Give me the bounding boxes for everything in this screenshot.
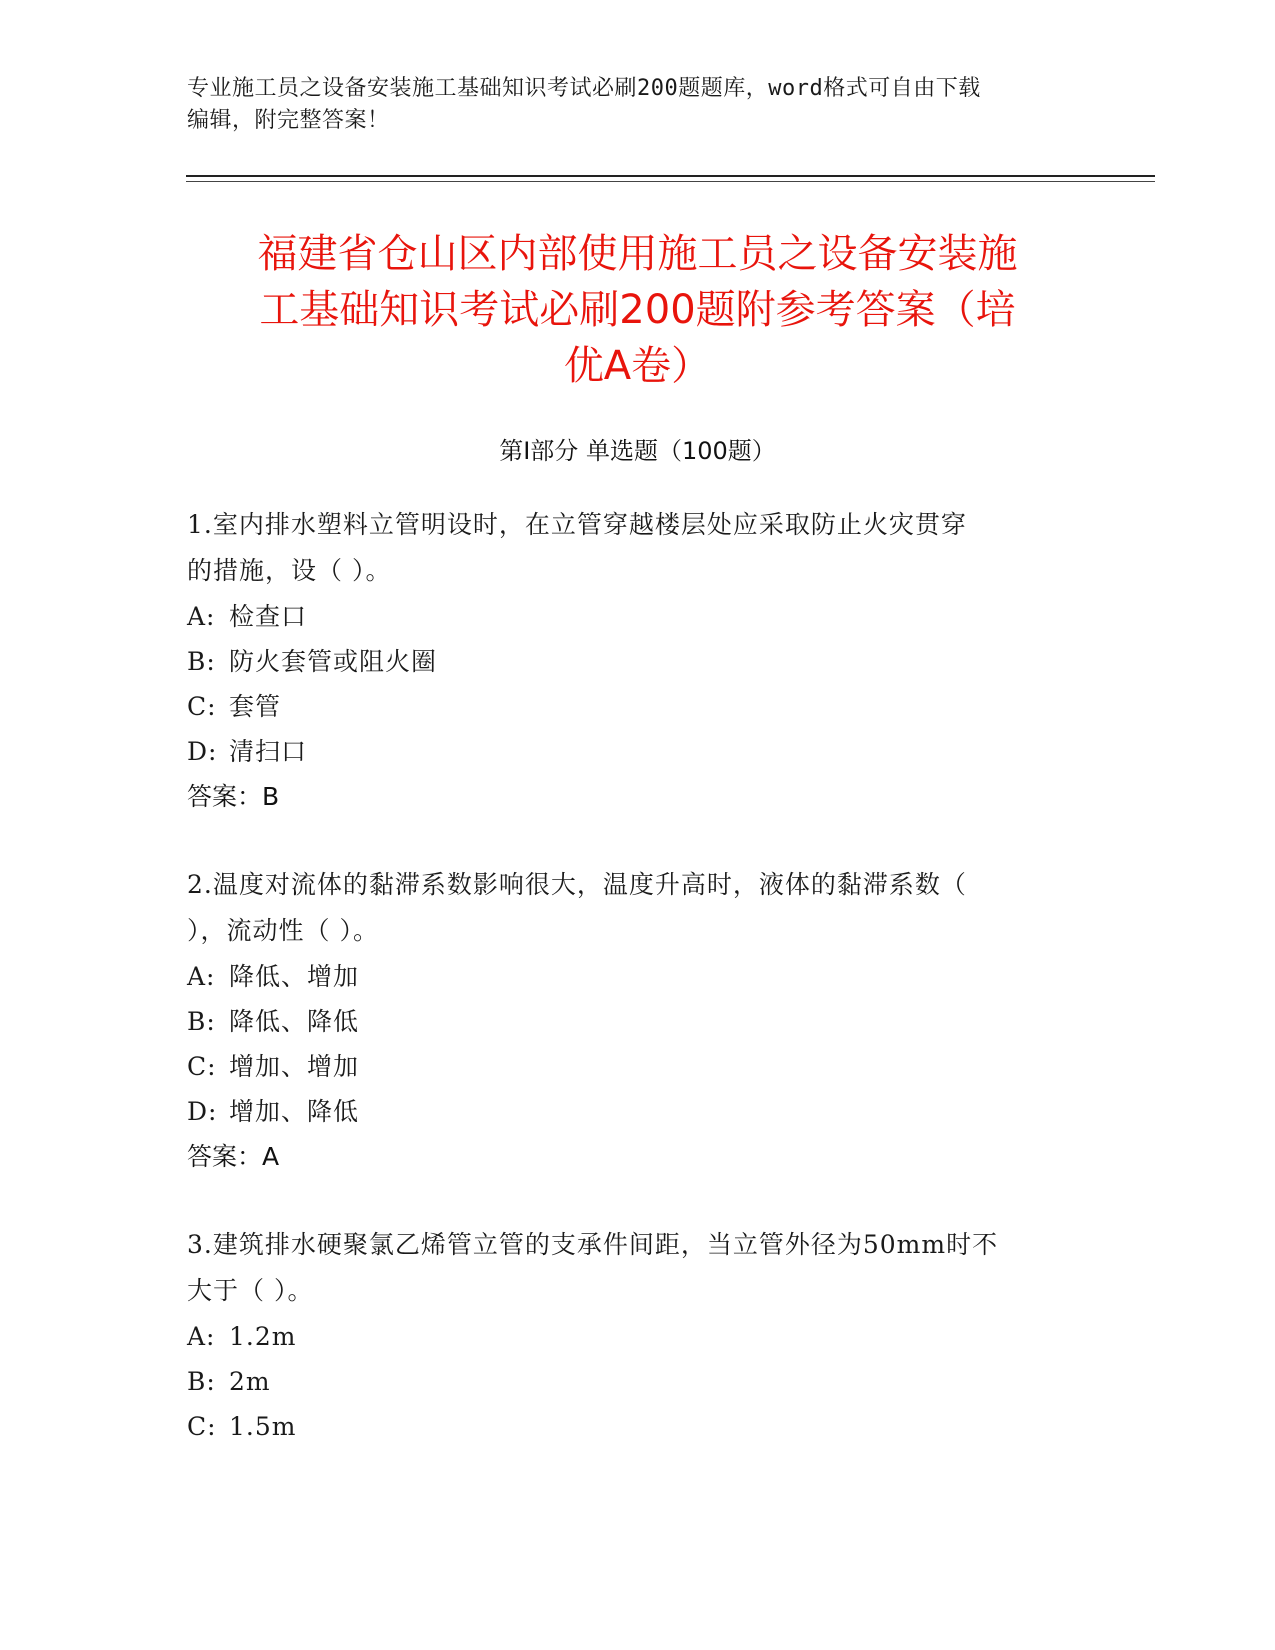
header-note-line-2: 编辑，附完整答案！ [187, 108, 390, 133]
question-stem-line-1: 3.建筑排水硬聚氯乙烯管立管的支承件间距，当立管外径为50mm时不 [187, 1230, 999, 1259]
option-text: 2m [229, 1367, 271, 1396]
option-key: C: [187, 1412, 217, 1441]
header-note [187, 73, 1077, 137]
option-b [187, 999, 1087, 1044]
option-key: C: [187, 692, 217, 721]
header-rule-thin [186, 181, 1155, 182]
question-stem-line-2: 的措施，设（ ）。 [187, 556, 392, 585]
option-c [187, 1044, 1087, 1089]
option-b [187, 639, 1087, 684]
title-line-3: 优A卷） [563, 343, 712, 389]
question-stem [187, 1222, 1087, 1314]
question-stem-line-1: 2.温度对流体的黏滞系数影响很大，温度升高时，液体的黏滞系数（ [187, 870, 967, 899]
option-key: B: [187, 1367, 216, 1396]
header-note-line-1: 专业施工员之设备安装施工基础知识考试必刷200题题库，word格式可自由下载 [187, 76, 981, 101]
option-key: A: [187, 962, 216, 991]
question-stem-line-2: 大于（ ）。 [187, 1276, 314, 1305]
option-key: C: [187, 1052, 217, 1081]
section-heading: 第I部分 单选题（100题） [499, 437, 776, 465]
option-key: B: [187, 647, 216, 676]
question-1 [187, 502, 1087, 819]
option-key: D: [187, 1097, 218, 1126]
header-rule-thick [186, 175, 1155, 177]
option-d [187, 729, 1087, 774]
option-text: 套管 [229, 692, 282, 721]
question-3 [187, 1222, 1087, 1449]
question-stem-line-1: 1.室内排水塑料立管明设时，在立管穿越楼层处应采取防止火灾贯穿 [187, 510, 967, 539]
option-a [187, 594, 1087, 639]
option-text: 降低、增加 [229, 962, 360, 991]
option-key: B: [187, 1007, 216, 1036]
title-line-1: 福建省仓山区内部使用施工员之设备安装施 [257, 231, 1018, 277]
question-stem-line-2: ），流动性（ ）。 [187, 916, 379, 945]
option-text: 1.5m [229, 1412, 297, 1441]
option-text: 1.2m [229, 1322, 297, 1351]
option-text: 增加、降低 [229, 1097, 360, 1126]
option-text: 检查口 [229, 602, 308, 631]
option-c [187, 684, 1087, 729]
option-b [187, 1359, 1087, 1404]
option-d [187, 1089, 1087, 1134]
answer: 答案：A [187, 1142, 280, 1171]
option-key: A: [187, 602, 216, 631]
option-a [187, 1314, 1087, 1359]
title-line-2: 工基础知识考试必刷200题附参考答案（培 [259, 287, 1016, 333]
option-c [187, 1404, 1087, 1449]
document-title [170, 226, 1105, 394]
option-text: 防火套管或阻火圈 [229, 647, 438, 676]
question-2 [187, 862, 1087, 1179]
question-stem [187, 502, 1087, 594]
option-key: D: [187, 737, 218, 766]
option-text: 降低、降低 [229, 1007, 360, 1036]
option-a [187, 954, 1087, 999]
question-stem [187, 862, 1087, 954]
answer: 答案：B [187, 782, 280, 811]
option-text: 清扫口 [229, 737, 308, 766]
option-text: 增加、增加 [229, 1052, 360, 1081]
option-key: A: [187, 1322, 216, 1351]
